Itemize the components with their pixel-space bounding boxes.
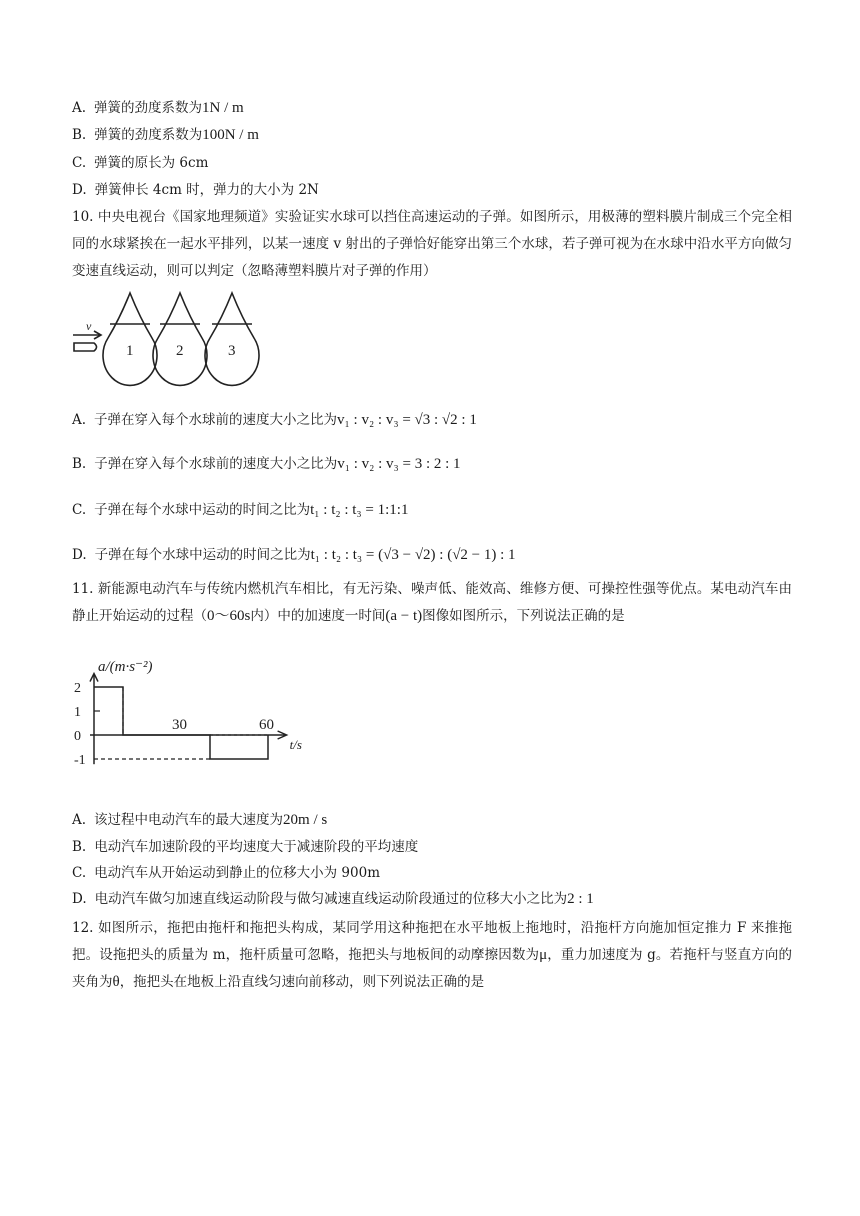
y-axis-label: a/(m·s⁻²)	[98, 659, 153, 675]
q9-option-c: C. 弹簧的原长为 6cm	[72, 155, 209, 171]
q10-option-c-math: t₁ : t₂ : t₃ = 1:1:1	[310, 502, 409, 518]
q9-option-d: D. 弹簧伸长 4cm 时，弹力的大小为 2N	[72, 182, 319, 198]
q11-option-c: C. 电动汽车从开始运动到静止的位移大小为 900m	[72, 865, 380, 881]
y-tick-label-1: 1	[74, 705, 81, 720]
q11-option-d-math: 2 : 1	[567, 891, 594, 907]
q10-option-a-math: v₁ : v₂ : v₃ = √3 : √2 : 1	[337, 412, 477, 428]
q11-stem: 11. 新能源电动汽车与传统内燃机汽车相比，有无污染、噪声低、能效高、维修方便、可操控性强等优点。某电动汽车由静止开始运动的过程（0～60s内）中的加速度一时间(a − t)图像如图所示，下列说法正确的是	[72, 581, 792, 624]
q11-option-b: B. 电动汽车加速阶段的平均速度大于减速阶段的平均速度	[72, 839, 419, 855]
y-tick-label-0: 0	[74, 729, 81, 744]
water-ball-3	[205, 293, 259, 385]
q12-number: 12.	[72, 920, 94, 936]
velocity-label: v	[86, 319, 92, 333]
q11-acceleration-time-chart	[70, 655, 302, 790]
q11-number: 11.	[72, 581, 94, 597]
q10-option-d-math: t₁ : t₂ : t₃ = (√3 − √2) : (√2 − 1) : 1	[310, 547, 516, 563]
y-tick-label-neg1: -1	[74, 753, 86, 768]
q10-option-d: D. 子弹在每个水球中运动的时间之比为t₁ : t₂ : t₃ = (√3 − √2) : (√2 − 1) : 1	[72, 547, 516, 563]
q9-option-b: B. 弹簧的劲度系数为100N / m	[72, 127, 259, 143]
q10-number: 10.	[72, 209, 94, 225]
ball-label-1: 1	[126, 343, 134, 359]
q11-option-d: D. 电动汽车做匀加速直线运动阶段与做匀减速直线运动阶段通过的位移大小之比为2 : 1	[72, 891, 594, 907]
ball-label-3: 3	[228, 343, 236, 359]
q10-option-b-math: v₁ : v₂ : v₃ = 3 : 2 : 1	[337, 456, 461, 472]
q9-option-a-math: 1N / m	[202, 100, 244, 116]
q11-option-a-math: 20m / s	[283, 812, 328, 828]
q9-option-a: A. 弹簧的劲度系数为1N / m	[72, 100, 244, 116]
water-ball-1	[103, 293, 157, 385]
bullet-shape	[74, 343, 97, 351]
y-tick-label-2: 2	[74, 681, 81, 696]
ball-label-2: 2	[176, 343, 184, 359]
q9-option-b-math: 100N / m	[202, 127, 259, 143]
q10-water-balls-figure	[70, 290, 275, 396]
q11-option-a: A. 该过程中电动汽车的最大速度为20m / s	[72, 812, 328, 828]
x-axis-label: t/s	[289, 737, 302, 752]
x-tick-label-60: 60	[259, 717, 274, 733]
x-tick-label-30: 30	[172, 717, 187, 733]
q10-option-c: C. 子弹在每个水球中运动的时间之比为t₁ : t₂ : t₃ = 1:1:1	[72, 502, 409, 518]
water-ball-2	[153, 293, 207, 385]
q10-stem: 10. 中央电视台《国家地理频道》实验证实水球可以挡住高速运动的子弹。如图所示，用极薄的塑料膜片制成三个完全相同的水球紧挨在一起水平排列，以某一速度 v 射出的子弹恰好能穿出第三个水球，若子弹可视为在水球中沿水平方向做匀变速直线运动，则可以判定（忽略薄塑料膜片对子弹的作用）	[72, 209, 792, 279]
q10-option-a: A. 子弹在穿入每个水球前的速度大小之比为v₁ : v₂ : v₃ = √3 : √2 : 1	[72, 412, 477, 428]
q12-stem: 12. 如图所示，拖把由拖杆和拖把头构成，某同学用这种拖把在水平地板上拖地时，沿拖杆方向施加恒定推力 F 来推拖把。设拖把头的质量为 m，拖杆质量可忽略，拖把头与地板间的动摩擦因数为μ，重力加速度为 g。若拖杆与竖直方向的夹角为θ，拖把头在地板上沿直线匀速向前移动，则下列说法正确的是	[72, 920, 793, 990]
q10-option-b: B. 子弹在穿入每个水球前的速度大小之比为v₁ : v₂ : v₃ = 3 : 2 : 1	[72, 456, 461, 472]
